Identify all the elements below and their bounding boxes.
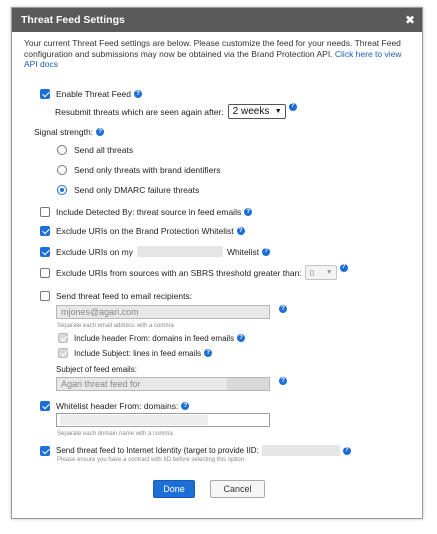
exclude-my-whitelist-row	[40, 246, 270, 257]
subject-value: Agari threat feed for	[61, 379, 141, 389]
subject-label-row	[56, 365, 137, 374]
help-icon[interactable]: ?	[343, 447, 351, 455]
include-subject-checkbox[interactable]	[58, 348, 68, 358]
detected-by-label: Include Detected By: threat source in feed emails	[56, 207, 242, 217]
email-recipients-input[interactable]: mjones@agari.com	[56, 305, 270, 319]
chevron-down-icon: ▼	[274, 108, 282, 115]
whitelist-from-row	[40, 401, 189, 411]
redacted-text	[137, 246, 223, 257]
exclude-whitelist-checkbox[interactable]	[40, 226, 50, 236]
signal-all-radio[interactable]	[57, 145, 67, 155]
help-icon[interactable]: ?	[262, 248, 270, 256]
send-email-checkbox[interactable]	[40, 291, 50, 301]
help-icon[interactable]: ?	[244, 208, 252, 216]
api-docs-link[interactable]: Click here to view API docs	[24, 48, 402, 69]
include-subject-row	[58, 348, 212, 358]
help-icon[interactable]: ?	[237, 334, 245, 342]
domain-hint: Separate each domain name with a comma	[57, 431, 173, 437]
signal-option-brand[interactable]	[57, 165, 220, 175]
help-icon[interactable]: ?	[181, 402, 189, 410]
iid-row	[40, 445, 351, 456]
resubmit-select[interactable]	[228, 104, 286, 119]
signal-dmarc-radio[interactable]	[57, 185, 67, 195]
exclude-whitelist-label: Exclude URIs on the Brand Protection Whitelist	[56, 226, 234, 236]
subject-label: Subject of feed emails:	[56, 365, 137, 374]
help-icon[interactable]: ?	[96, 128, 104, 136]
help-icon[interactable]: ?	[279, 305, 287, 313]
dialog-titlebar	[12, 8, 422, 32]
include-from-row	[58, 333, 245, 343]
enable-threat-feed-row	[40, 89, 142, 99]
whitelist-from-label: Whitelist header From: domains:	[56, 401, 179, 411]
help-icon[interactable]: ?	[289, 103, 297, 111]
dialog-title: Threat Feed Settings	[21, 14, 125, 26]
send-email-row	[40, 291, 192, 301]
signal-option-dmarc[interactable]	[57, 185, 199, 195]
include-from-label: Include header From: domains in feed emails	[74, 333, 235, 343]
intro-body: Your current Threat Feed settings are below. Please customize the feed for your needs. Threat Feed configuration and submissions may now be obtained via the Brand Protection API.	[24, 38, 401, 59]
signal-option-all[interactable]	[57, 145, 133, 155]
exclude-my-whitelist-checkbox[interactable]	[40, 247, 50, 257]
exclude-my-suffix: Whitelist	[227, 246, 260, 257]
resubmit-row	[55, 104, 297, 119]
signal-strength-label: Signal strength:	[34, 127, 94, 137]
redacted-text	[60, 415, 208, 425]
signal-brand-label: Send only threats with brand identifiers	[74, 165, 221, 175]
iid-note: Please ensure you have a contract with IID before selecting this option.	[57, 457, 246, 463]
enable-threat-feed-checkbox[interactable]	[40, 89, 50, 99]
detected-by-checkbox[interactable]	[40, 207, 50, 217]
redacted-text	[262, 445, 340, 456]
redacted-text	[227, 378, 269, 390]
exclude-sbrs-checkbox[interactable]	[40, 268, 50, 278]
help-icon[interactable]: ?	[134, 90, 142, 98]
resubmit-label: Resubmit threats which are seen again after:	[55, 106, 224, 117]
intro-text	[12, 32, 422, 70]
signal-all-label: Send all threats	[74, 145, 134, 155]
exclude-whitelist-row	[40, 226, 245, 236]
threat-feed-dialog	[11, 7, 423, 519]
sbrs-value: 0	[309, 267, 315, 278]
iid-checkbox[interactable]	[40, 446, 50, 456]
exclude-my-prefix: Exclude URIs on my	[56, 246, 133, 257]
send-email-label: Send threat feed to email recipients:	[56, 291, 193, 301]
help-icon[interactable]: ?	[237, 227, 245, 235]
chevron-down-icon: ▼	[325, 269, 333, 276]
whitelist-from-checkbox[interactable]	[40, 401, 50, 411]
signal-dmarc-label: Send only DMARC failure threats	[74, 185, 200, 195]
done-button[interactable]: Done	[153, 480, 195, 498]
email-hint: Separate each email address with a comma	[57, 323, 174, 329]
help-icon[interactable]: ?	[279, 377, 287, 385]
include-subject-label: Include Subject: lines in feed emails	[74, 348, 202, 358]
detected-by-row	[40, 207, 252, 217]
enable-threat-feed-label: Enable Threat Feed	[56, 89, 131, 99]
help-icon[interactable]: ?	[204, 349, 212, 357]
help-icon[interactable]: ?	[340, 264, 348, 272]
exclude-sbrs-row	[40, 265, 348, 280]
exclude-sbrs-label: Exclude URIs from sources with an SBRS threshold greater than:	[56, 267, 302, 278]
include-from-checkbox[interactable]	[58, 333, 68, 343]
sbrs-select[interactable]	[305, 265, 337, 280]
resubmit-value: 2 weeks	[232, 106, 270, 117]
close-icon[interactable]: ✖	[404, 13, 415, 27]
signal-brand-radio[interactable]	[57, 165, 67, 175]
signal-strength-row	[34, 127, 104, 137]
iid-label: Send threat feed to Internet Identity (target to provide IID:	[56, 446, 259, 455]
cancel-button[interactable]: Cancel	[210, 480, 265, 498]
